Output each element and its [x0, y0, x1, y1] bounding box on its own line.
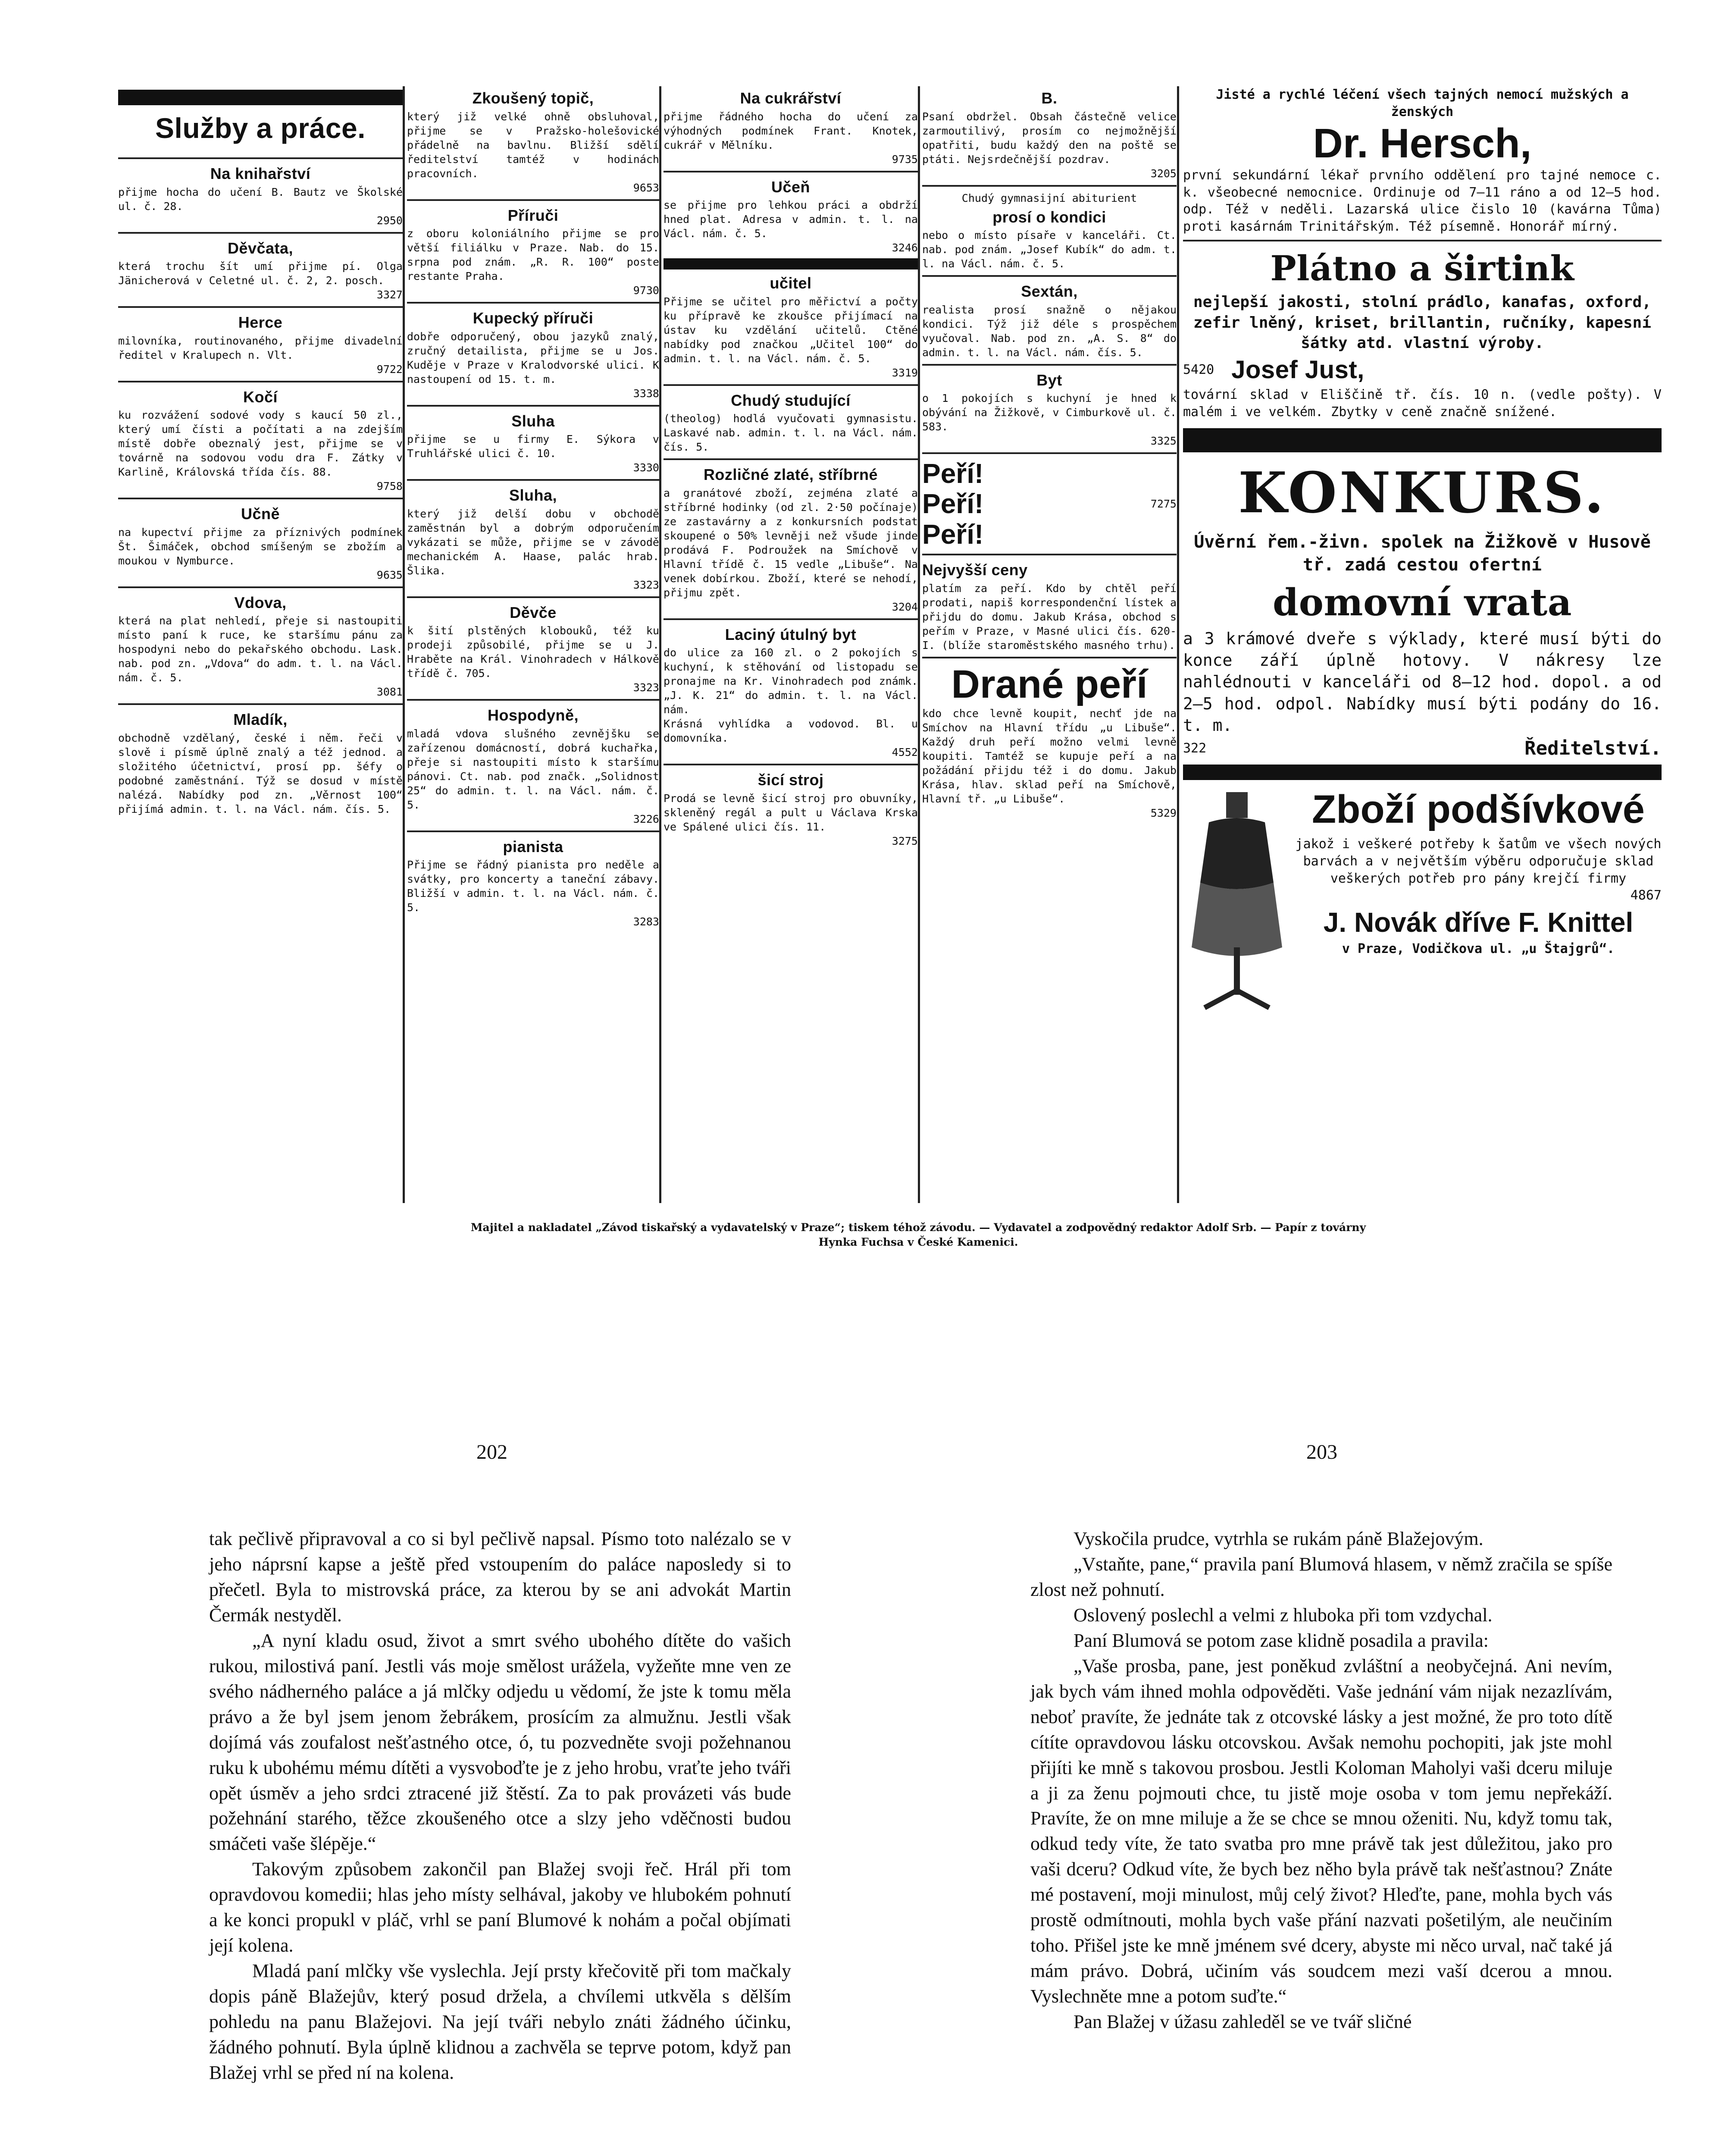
ad-heading: Příruči: [507, 206, 559, 224]
ad-text: první sekundární lékař prvního oddělení pro tajné nemoce c. k. všeobecné nemocnice. Ordinuje od 7—11 ráno a od 12—5 hod. odp. Též v neděli. Lazarská ulice čislo 10 (kavárna Tůma) proti kasárnám Trinitářským. Též písemně. Honorář mírný.: [1183, 168, 1662, 234]
ad-number: 9730: [633, 284, 659, 297]
ad-heading: učitel: [770, 274, 812, 292]
paragraph: tak pečlivě připravoval a co si byl pečlivě napsal. Písmo toto nalézalo se v jeho náprsní kapse a ještě před vstoupením do paláce naposledy si to přečetl. Byla to mistrovská práce, za kterou by se ani advokát Martin Čermák nestyděl.: [209, 1528, 791, 1626]
ad-item: [407, 485, 659, 592]
ad-heading: Nejvyšší ceny: [922, 561, 1028, 579]
ad-heading: Děvčata,: [227, 239, 294, 257]
ad-item: [407, 411, 659, 475]
ad-item: [118, 163, 403, 228]
separator: [407, 302, 659, 304]
ad-text: Chudý gymnasijní abiturient: [961, 191, 1137, 204]
ad-heading: Mladík,: [233, 711, 288, 729]
ad-item: [664, 177, 918, 255]
ad-item: [118, 238, 403, 302]
ad-heading: Herce: [238, 313, 283, 332]
imprint-footer: [185, 1220, 1651, 1250]
separator: [922, 185, 1177, 187]
ad-heading: domovní vrata: [1273, 580, 1572, 624]
ad-heading: Plátno a širtink: [1270, 248, 1574, 288]
separator: [1183, 240, 1662, 241]
separator: [407, 479, 659, 481]
ad-item: [664, 390, 918, 454]
separator: [664, 458, 918, 460]
just-ad: [1183, 246, 1662, 421]
ad-number: 3330: [633, 461, 659, 474]
ad-text: na kupectví přijme za příznivých podmínek Št. Šimáček, obchod smíšeným se zbožím a moukou v Nymburce.: [118, 526, 403, 567]
separator: [118, 498, 403, 499]
ad-heading: Učně: [241, 505, 280, 523]
ad-text: Přijme se řádný pianista pro neděle a svátky, pro koncerty a taneční zábavy. Bližší v admin. t. l. na Václ. nám. č. 5.: [407, 859, 659, 914]
ad-text: přijme hocha do učení B. Bautz ve Školské ul. č. 28.: [118, 185, 403, 213]
ad-number: 3338: [633, 387, 659, 400]
ad-text: dobře odporučený, obou jazyků znalý, zručný detailista, přijme se u Jos. Kuděje v Praze v Kralodvorské ulici. K nastoupení od 15. t. m.: [407, 330, 659, 385]
ad-item: [922, 281, 1177, 360]
ad-item: [664, 273, 918, 380]
ad-text: Přijme se učitel pro měřictví a počty ku přípravě ke zkoušce přijímací na ústav ku vzdělání učitelů. Ctěné nabídky pod značkou „Učitel 100“ do admin. t. l. na Václ. nám. č. 5.: [664, 295, 918, 365]
ad-number: 3323: [633, 578, 659, 591]
ad-text: o 1 pokojích s kuchyní je hned k obývání na Žižkově, v Cimburkově ul. č. 583.: [922, 392, 1177, 433]
ad-item: [407, 705, 659, 826]
ad-heading: Drané peří: [951, 662, 1148, 706]
hersch-ad: [1183, 86, 1662, 235]
ad-heading: Vdova,: [234, 593, 287, 611]
ad-number: 3275: [892, 834, 918, 847]
ad-item-feathers: [922, 458, 1177, 549]
ad-number: 7275: [1150, 498, 1177, 511]
separator: [922, 275, 1177, 277]
ad-heading: Zboží podšívkové: [1312, 787, 1645, 831]
ad-signature: Ředitelství.: [1524, 737, 1662, 759]
separator: [118, 586, 403, 588]
separator: [407, 405, 659, 407]
ad-text: Prodá se levně šicí stroj pro obuvníky, skleněný regál a pult u Václava Krska ve Spálené ulici čís. 11.: [664, 792, 918, 833]
ad-heading: Na cukrářství: [740, 89, 842, 107]
separator: [664, 384, 918, 386]
ad-column-3: [662, 86, 920, 1203]
separator: [118, 703, 403, 705]
ad-number: 9635: [376, 568, 403, 581]
paragraph: „Vaše prosba, pane, jest poněkud zvláštní a neobyčejná. Ani nevím, jak bych vám ihned mohla odpověděti. Vaše jednání vám nijak nezazlívám, neboť pravíte, že jednáte tak z otcovské lásky a jest možné, že pro toto dítě cítíte opravdovou lásku otcovskou. Avšak nemohu pochopiti, jak jste mohl přijíti ke mně s takovou prosbou. Jestli Koloman Maholyi vaši dceru miluje a ji za ženu pojmouti chce, tu jistě moje osoba v tom jemu nepřekáží. Pravíte, že on mne miluje a že se chce se mnou oženiti. Nu, když tomu tak, odkud tedy víte, že tato svatba pro mne právě tak jest důležitou, jako pro vaši dceru? Odkud víte, že bych bez něho byla právě tak nešťastnou? Znáte mé postavení, moji minulost, můj celý život? Hleďte, pane, mohla bych vás prostě odmítnouti, mohla bych vaše přání nazvati pošetilým, ale neučiním toho. Přišel jste ke mně jménem své dcery, abyste mi něco urval, nač také já mám právo. Dobrá, učiním vás soudcem mezi vaší dcerou a mnou. Vyslechněte mne a potom suďte.“: [1030, 1655, 1612, 2007]
ad-number: 5329: [1150, 806, 1177, 819]
ad-text: a 3 krámové dveře s výklady, které musí býti do konce září úplně hotovy. V nákresy lze nahlédnouti v kanceláři od 8—12 hod. dopol. a od 2—5 hod. odpol. Nabídky musí býti podány do 16. t. m.: [1183, 629, 1662, 735]
ad-number: 2950: [376, 214, 403, 227]
separator: [922, 554, 1177, 555]
separator: [118, 381, 403, 382]
ad-heading: Peří!: [922, 458, 984, 489]
imprint-line: Majitel a nakladatel „Závod tiskařský a vydavatelský v Praze“; tiskem téhož závodu. — Vydavatel a zodpovědný redaktor Adolf Srb. — Papír z továrny: [470, 1221, 1366, 1234]
ad-number: 322: [1183, 741, 1207, 756]
ad-number: 3283: [633, 915, 659, 928]
separator: [118, 232, 403, 234]
separator: [922, 657, 1177, 658]
ad-item: [407, 602, 659, 695]
ad-heading: Chudý studující: [731, 391, 851, 409]
ad-heading: Laciný útulný byt: [725, 625, 857, 643]
ad-heading: Peří!: [922, 518, 984, 550]
ad-column-4: [920, 86, 1178, 1203]
ad-name: Dr. Hersch,: [1313, 120, 1532, 167]
ad-text: do ulice za 160 zl. o 2 pokojích s kuchyní, k stěhování od listopadu se pronajme na Kr. Vinohradech pod známk. „J. K. 21“ do admin. t. l. na Václ. nám.: [664, 646, 918, 716]
ad-number: 4867: [1630, 888, 1662, 903]
ad-heading: Byt: [1036, 371, 1062, 389]
ad-text: přijme se u firmy E. Sýkora v Truhlářské ulici č. 10.: [407, 433, 659, 460]
ad-item: [407, 308, 659, 401]
ad-item: [664, 88, 918, 166]
ad-item: [118, 387, 403, 494]
ad-item: [407, 88, 659, 195]
separator-bar: [1183, 428, 1662, 452]
ad-text: která na plat nehledí, přeje si nastoupiti místo paní k ruce, ke staršímu pánu za hospodyni nebo do pekařského obchodu. Lask. nab. pod zn. „Vdova“ do adm. t. l. na Václ. nám. č. 5.: [118, 614, 403, 684]
ad-number: 5420: [1183, 362, 1214, 378]
separator: [407, 830, 659, 832]
paragraph: Pan Blažej v úžasu zahleděl se ve tvář sličné: [1074, 2011, 1412, 2033]
separator: [407, 699, 659, 701]
ad-item: [407, 205, 659, 298]
ad-column-2: [405, 86, 661, 1203]
paragraph: Paní Blumová se potom zase klidně posadila a pravila:: [1074, 1630, 1489, 1651]
ad-text: realista prosí snažně o nějakou kondici. Týž již déle s prospěchem vyučoval. Nab. pod zn. „A. S. 8“ do admin. t. l. na Václ. nám. čís. 5.: [922, 303, 1177, 359]
paragraph: „Vstaňte, pane,“ pravila paní Blumová hlasem, v němž zračila se spíše zlost než pohnutí.: [1030, 1553, 1612, 1600]
ad-text: nebo o místo písaře v kanceláři. Ct. nab. pod znám. „Josef Kubík“ do adm. t. l. na Václ. nám. č. 5.: [922, 229, 1177, 270]
ad-heading: Děvče: [510, 603, 557, 621]
ad-number: 9758: [376, 480, 403, 493]
ad-item: [118, 312, 403, 376]
ad-number: 3323: [633, 681, 659, 694]
ad-text: jakož i veškeré potřeby k šatům ve všech nových barvách a v největším výběru odporučuje sklad veškerých potřeb pro pány krejčí firmy: [1295, 837, 1662, 886]
section-title: Služby a práce.: [155, 112, 366, 144]
ad-number: 9653: [633, 181, 659, 194]
ad-heading: prosí o kondici: [992, 208, 1106, 226]
ad-text: který již delší dobu v obchodě zaměstnán byl a dobrým odporučením vykázati se může, přijme se v závodě mechanickém A. Haase, palác hrab. Šlika.: [407, 507, 659, 577]
ad-heading: Sluha: [511, 412, 555, 430]
novak-ad: [1183, 783, 1662, 1016]
ad-name: Josef Just,: [1231, 355, 1365, 384]
ad-heading: Kupecký příruči: [473, 309, 594, 327]
ad-number: 3319: [892, 366, 918, 379]
ad-heading: Učeň: [771, 178, 811, 196]
ad-number: 3226: [633, 812, 659, 825]
page-number-right: 203: [1306, 1441, 1337, 1463]
ad-text: Psaní obdržel. Obsah částečně velice zarmoutilivý, prosím co nejmožnější opatřiti, budu každý den na poště se ptáti. Nejsrdečnější pozdrav.: [922, 110, 1177, 166]
ad-text: z oboru koloniálního přijme se pro větší filiálku v Praze. Nab. do 15. srpna pod znám. „R. R. 100“ poste restante Praha.: [407, 227, 659, 283]
ad-item: [922, 370, 1177, 448]
ad-number: 4552: [892, 746, 918, 759]
ad-text: v Praze, Vodičkova ul. „u Štajgrů“.: [1342, 941, 1615, 957]
separator: [407, 199, 659, 201]
ad-heading: Na knihařství: [210, 165, 311, 183]
paragraph: Oslovený poslechl a velmi z hluboka při tom vzdychal.: [1074, 1604, 1493, 1626]
ad-item: [664, 464, 918, 614]
ad-text: který již velké ohně obsluhoval, přijme se v Pražsko-holešovické přádelně na bavlnu. Bližší sdělí ředitelství tamtéž v hodinách pracovních.: [407, 110, 659, 180]
paragraph: Mladá paní mlčky vše vyslechla. Její prsty křečovitě při tom mačkaly dopis páně Blažejův, který posud držela, a chvílemi utkvěla s dělším pohledu na panu Blažejovi. Na její tváři nebylo znáti žádného účinku, žádného pohnutí. Byla úplně klidnou a zachvěla se teprve potom, když pan Blažej vrhl se před ní na kolena.: [209, 1960, 791, 2084]
ad-number: 3204: [892, 600, 918, 613]
ad-text: tovární sklad v Eliščině tř. čís. 10 n. (vedle pošty). V malém i ve velkém. Zbytky v ceně značně snížené.: [1183, 387, 1662, 420]
ad-item: [922, 663, 1177, 820]
ad-text: se přijme pro lehkou práci a obdrží hned plat. Adresa v admin. t. l. na Václ. nám. č. 5.: [664, 199, 918, 240]
ad-text: která trochu šít umí přijme pí. Olga Jänicherová v Celetné ul. č. 2, 2. posch.: [118, 260, 403, 287]
ad-heading: Sextán,: [1021, 282, 1078, 301]
novel-text-left: [209, 1526, 791, 2086]
ad-number: 3246: [892, 241, 918, 254]
ad-text: a granátové zboží, zejména zlaté a stříbrné hodinky (od zl. 2·50 počínaje) ze zastavárny a z konkursních podstat skoupené o 50% levněji než všude jinde prodává F. Podroužek na Smíchově v Hlavní třídě č. 15 vedle „Libuše“. Na venek dobírkou. Zboží, které se nehodí, přijmu zpět.: [664, 486, 918, 599]
ad-heading: B.: [1041, 89, 1058, 107]
ad-text: Úvěrní řem.-živn. spolek na Žižkově v Husově tř. zadá cestou ofertní: [1194, 532, 1651, 575]
separator: [664, 764, 918, 765]
ad-heading: Hospodyně,: [487, 706, 579, 724]
ad-number: 3081: [376, 686, 403, 699]
ad-text: ku rozvážení sodové vody s kaucí 50 zl., který umí čísti a počítati a na zdejším místě dobře obeznalý jest, přijme se v továrně na sodovou vodu dra F. Zátky v Karlině, Královská třída čís. 88.: [118, 409, 403, 479]
ad-number: 9722: [376, 363, 403, 376]
ad-heading: Rozličné zlaté, stříbrné: [703, 466, 878, 484]
paragraph: „A nyní kladu osud, život a smrt svého ubohého dítěte do vašich rukou, milostivá paní. Jestli vás moje smělost urážela, vyžeňte mne ven ze svého nádherného paláce a já mlčky odjedu u vědomí, že jste k tomu měla právo a že byl jsem jenom žebrákem, prosícím za almužnu. Jestli však dojímá vás zoufalost nešťastného otce, ó, tu pozvedněte svoji požehnanou ruku k ubohému mému dítěti a vysvoboďte je z jeho hrobu, vraťte jeho tváři opět úsměv a jeho srdci ztracené již štěstí. Za to pak provázeti vás bude požehnání starého, těžce zkoušeného otce a slzy jeho vděčnosti budou smáčeti vaše šlépěje.“: [209, 1630, 791, 1855]
paragraph: Vyskočila prudce, vytrhla se rukám páně Blažejovým.: [1074, 1528, 1484, 1549]
ad-text: mladá vdova slušného zevnějšku se zařízenou domácností, dobrá kuchařka, přeje si nastoupiti místo k staršímu pánovi. Ct. nab. pod značk. „Solidnost 25“ do admin. t. l. na Václ. nám. č. 5.: [407, 727, 659, 811]
separator: [664, 618, 918, 620]
page-number-left: 202: [476, 1441, 507, 1463]
ad-heading: pianista: [503, 837, 563, 856]
ad-item: [407, 837, 659, 929]
ad-text: obchodně vzdělaný, české i něm. řeči v slově i písmě úplně znalý a též jednod. a složitého účetnictví, prosí pp. šéfy o podobné zaměstnání. Týž se dosud v místě nalézá. Nabídky pod zn. „Věrnost 100“ přijímá admin. t. l. na Václ. nám. čís. 5.: [118, 731, 403, 815]
novel-text-right: [1030, 1526, 1612, 2035]
ad-item: [664, 624, 918, 760]
ad-text: platím za peří. Kdo by chtěl peří prodati, napiš korrespondenční lístek a přijdu do domu. Jakub Krása, obchod s peřím v Praze, v Masné ulici čís. 620-I. (blíže staroměstského masného trhu).: [922, 582, 1177, 652]
ad-heading: Jisté a rychlé léčení všech tajných nemocí mužských a ženských: [1216, 87, 1629, 119]
ad-heading: šicí stroj: [757, 771, 824, 789]
ad-heading: KONKURS.: [1238, 460, 1606, 526]
ad-text: Krásná vyhlídka a vodovod. Bl. u domovníka.: [664, 718, 918, 745]
ad-text: přijme řádného hocha do učení za výhodných podmínek Frant. Knotek, cukrář v Mělníku.: [664, 110, 918, 151]
newspaper-advertisement-section: [116, 86, 1660, 1203]
ad-heading: Kočí: [243, 388, 278, 406]
ad-item: [922, 88, 1177, 181]
ad-number: 3205: [1150, 167, 1177, 180]
separator-bar: [664, 258, 918, 270]
ad-heading: Peří!: [922, 488, 984, 520]
ad-text: kdo chce levně koupit, nechť jde na Smíchov na Hlavní třídu „u Libuše“. Každý druh peří možno velmi levně koupiti. Tamtéž se kupuje peří a na požádání přijdu též i do domu. Jakub Krása, hlav. sklad peří na Smíchově, Hlavní tř. „u Libuše“.: [922, 707, 1177, 805]
separator: [664, 171, 918, 172]
column-head-rule: [118, 90, 403, 105]
ad-text: (theolog) hodlá vyučovati gymnasistu. Laskavé nab. admin. t. l. na Václ. nám. čís. 5.: [664, 412, 918, 454]
ad-column-1: [116, 86, 404, 1203]
ad-text: milovníka, routinovaného, přijme divadelní ředitel v Kralupech n. Vlt.: [118, 334, 403, 361]
ad-number: 3327: [376, 288, 403, 301]
separator: [118, 306, 403, 308]
ad-heading: Zkoušený topič,: [472, 89, 594, 107]
separator: [118, 157, 403, 159]
ad-column-5: [1181, 86, 1663, 1203]
konkurs-ad: [1183, 456, 1662, 761]
ad-item: [118, 592, 403, 699]
imprint-line: Hynka Fuchsa v České Kamenici.: [818, 1235, 1018, 1248]
ad-name: J. Novák dříve F. Knittel: [1323, 906, 1634, 938]
ad-item: [664, 770, 918, 848]
ad-item: [922, 560, 1177, 652]
ad-text: k šití plstěných klobouků, též ku prodeji způsobilé, přijme se u J. Hraběte na Král. Vinohradech v Hálkově třídě č. 705.: [407, 624, 659, 680]
ad-item: [118, 504, 403, 582]
ad-number: 3325: [1150, 435, 1177, 448]
ad-heading: Sluha,: [509, 486, 557, 505]
ad-number: 9735: [892, 153, 918, 166]
ad-text: nejlepší jakosti, stolní prádlo, kanafas, oxford, zefir lněný, kriset, brillantin, ručníky, kapesní šátky atd. vlastní výroby.: [1193, 293, 1652, 352]
separator: [922, 452, 1177, 454]
paragraph: Takovým způsobem zakončil pan Blažej svoji řeč. Hrál při tom opravdovou komedii; hlas jeho místy selhával, jakoby ve hlubokém pohnutí a ke konci propukl v pláč, vrhl se paní Blumové k nohám a počal objímati její kolena.: [209, 1858, 791, 1956]
dress-form-image: [1183, 783, 1291, 1016]
ad-item: [118, 709, 403, 816]
ad-item: [922, 191, 1177, 271]
separator-bar: [1183, 765, 1662, 780]
separator: [922, 364, 1177, 366]
separator: [407, 596, 659, 598]
